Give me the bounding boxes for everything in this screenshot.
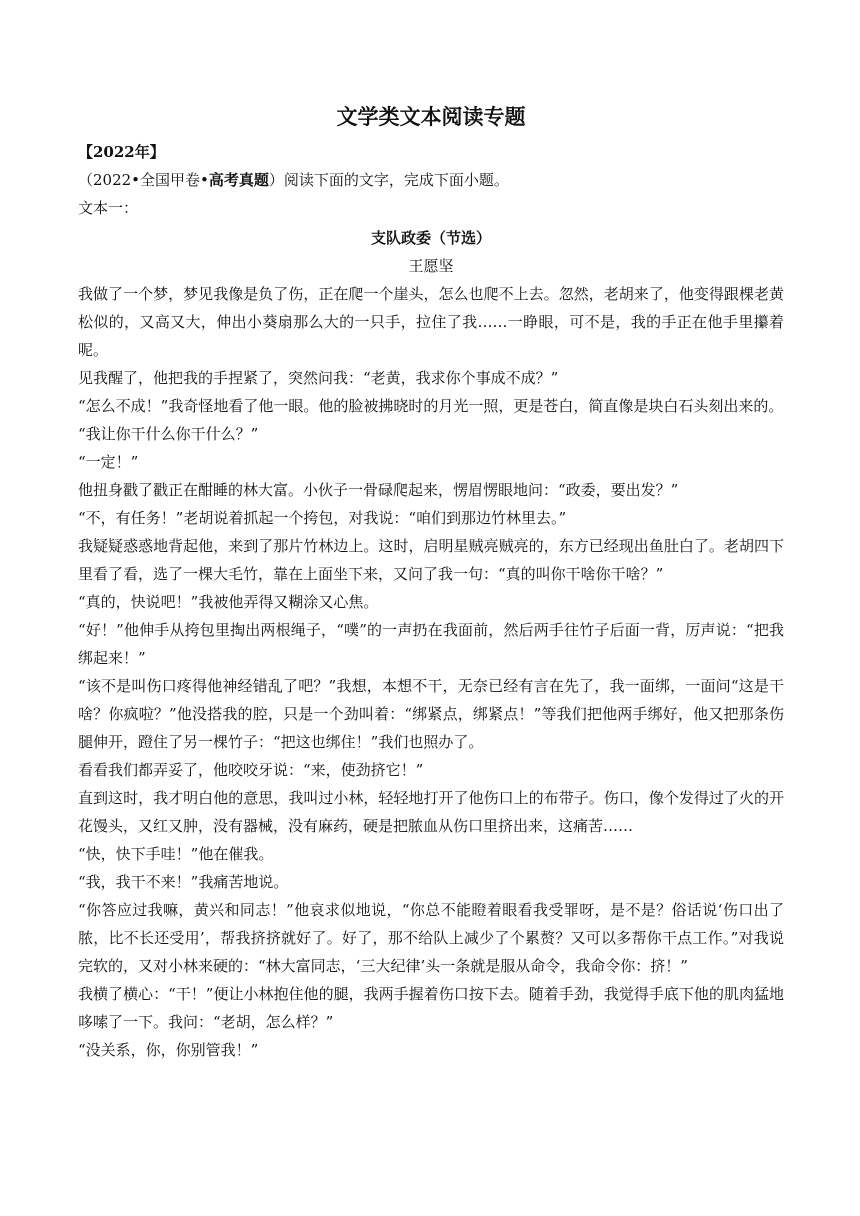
paragraph: “怎么不成！”我奇怪地看了他一眼。他的脸被拂晓时的月光一照，更是苍白，简直像是块白石头刻出来的。 [78, 397, 784, 415]
paragraph: “不，有任务！”老胡说着抓起一个挎包，对我说：“咱们到那边竹林里去。” [78, 509, 567, 527]
source-bold: 高考真题 [208, 171, 269, 189]
text-label: 文本一： [78, 199, 139, 217]
document-content [78, 100, 784, 1064]
source-line [78, 166, 784, 194]
paragraph: “真的，快说吧！”我被他弄得又糊涂又心焦。 [78, 593, 379, 611]
source-suffix: ）阅读下面的文字，完成下面小题。 [268, 171, 509, 189]
paragraph: “快，快下手哇！”他在催我。 [78, 845, 274, 863]
paragraph: 见我醒了，他把我的手捏紧了，突然问我：“老黄，我求你个事成不成？” [78, 369, 559, 387]
paragraph: “该不是叫伤口疼得他神经错乱了吧？”我想，本想不干，无奈已经有言在先了，我一面绑，一面问“这是干啥？你疯啦？”他没搭我的腔，只是一个劲叫着：“绑紧点，绑紧点！”等我们把他两手绑好，他又把那条伤腿伸开，蹬住了另一棵竹子：“把这也绑住！”我们也照办了。 [78, 677, 784, 751]
paragraph: 看看我们都弄妥了，他咬咬牙说：“来，使劲挤它！” [78, 761, 424, 779]
year-label: 【2022年】 [78, 143, 165, 161]
paragraph: 他扭身戳了戳正在酣睡的林大富。小伙子一骨碌爬起来，愣眉愣眼地问：“政委，要出发？” [78, 481, 679, 499]
paragraph: “没关系，你，你别管我！” [78, 1041, 259, 1059]
paragraph: 我做了一个梦，梦见我像是负了伤，正在爬一个崖头，怎么也爬不上去。忽然，老胡来了，他变得跟棵老黄松似的，又高又大，伸出小葵扇那么大的一只手，拉住了我……一睁眼，可不是，我的手正在他手里攥着呢。 [78, 285, 784, 359]
page-title: 文学类文本阅读专题 [336, 104, 526, 129]
paragraph: 直到这时，我才明白他的意思，我叫过小林，轻轻地打开了他伤口上的布带子。伤口，像个发得过了火的开花馒头，又红又肿，没有器械，没有麻药，硬是把脓血从伤口里挤出来，这痛苦…… [78, 789, 784, 835]
paragraph: “好！”他伸手从挎包里掏出两根绳子，“噗”的一声扔在我面前，然后两手往竹子后面一背，厉声说：“把我绑起来！” [78, 621, 784, 667]
paragraph: 我疑疑惑惑地背起他，来到了那片竹林边上。这时，启明星贼亮贼亮的，东方已经现出鱼肚白了。老胡四下里看了看，选了一棵大毛竹，靠在上面坐下来，又问了我一句：“真的叫你干啥你干啥？” [78, 537, 784, 583]
source-prefix: （2022•全国甲卷• [78, 171, 209, 189]
paragraph: 我横了横心：“干！”便让小林抱住他的腿，我两手握着伤口按下去。随着手劲，我觉得手底下他的肌肉猛地哆嗦了一下。我问：“老胡，怎么样？” [78, 985, 784, 1031]
paragraph: “你答应过我嘛，黄兴和同志！”他哀求似地说，“你总不能瞪着眼看我受罪呀，是不是？俗话说‘伤口出了脓，比不长还受用’，帮我挤挤就好了。好了，那不给队上减少了个累赘？又可以多帮你干点工作。”对我说完软的，又对小林来硬的：“林大富同志，‘三大纪律’头一条就是服从命令，我命令你：挤！” [78, 901, 784, 975]
paragraph: “一定！” [78, 453, 139, 471]
paragraph: “我让你干什么你干什么？” [78, 425, 259, 443]
story-title: 支队政委（节选） [370, 229, 491, 247]
paragraph: “我，我干不来！”我痛苦地说。 [78, 873, 289, 891]
story-author: 王愿坚 [408, 257, 454, 275]
